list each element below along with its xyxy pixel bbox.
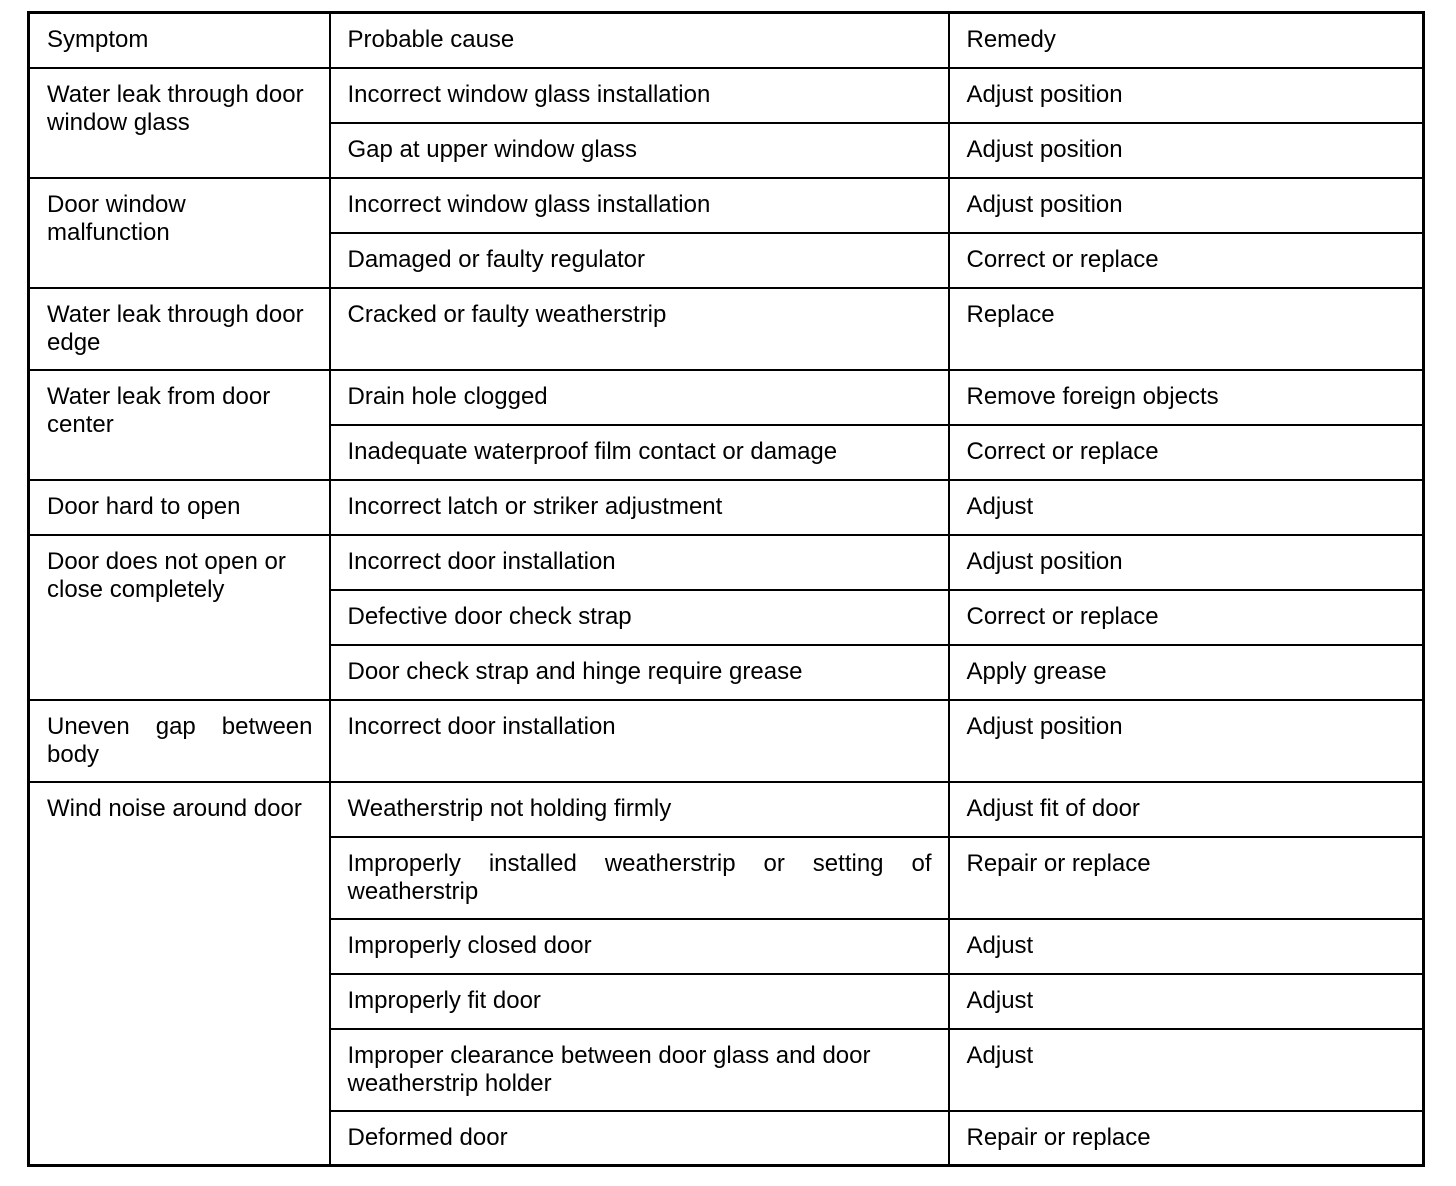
cause-cell: Improperly installed weatherstrip or setting of weatherstrip xyxy=(330,837,949,919)
table-row xyxy=(29,370,1424,425)
remedy-cell: Adjust xyxy=(949,480,1424,535)
remedy-cell: Apply grease xyxy=(949,645,1424,700)
cause-cell: Inadequate waterproof film contact or damage xyxy=(330,425,949,480)
remedy-cell: Remove foreign objects xyxy=(949,370,1424,425)
table-row xyxy=(29,68,1424,123)
remedy-cell: Replace xyxy=(949,288,1424,370)
cause-cell: Incorrect window glass installation xyxy=(330,178,949,233)
symptom-cell: Uneven gap between body xyxy=(29,700,330,782)
remedy-cell: Adjust position xyxy=(949,178,1424,233)
remedy-cell: Repair or replace xyxy=(949,1111,1424,1166)
cause-cell: Gap at upper window glass xyxy=(330,123,949,178)
cause-cell: Incorrect door installation xyxy=(330,700,949,782)
symptom-cell: Water leak through door window glass xyxy=(29,68,330,178)
cause-cell: Improper clearance between door glass and door weatherstrip holder xyxy=(330,1029,949,1111)
cause-cell: Improperly fit door xyxy=(330,974,949,1029)
symptom-cell: Door window malfunction xyxy=(29,178,330,288)
table-row xyxy=(29,288,1424,370)
remedy-cell: Adjust xyxy=(949,919,1424,974)
table-row xyxy=(29,178,1424,233)
cause-cell: Door check strap and hinge require grease xyxy=(330,645,949,700)
table-row xyxy=(29,782,1424,837)
table-row xyxy=(29,535,1424,590)
remedy-cell: Correct or replace xyxy=(949,233,1424,288)
remedy-cell: Adjust xyxy=(949,1029,1424,1111)
cause-cell: Weatherstrip not holding firmly xyxy=(330,782,949,837)
remedy-cell: Adjust position xyxy=(949,123,1424,178)
cause-cell: Cracked or faulty weatherstrip xyxy=(330,288,949,370)
table-row xyxy=(29,480,1424,535)
cause-cell: Incorrect door installation xyxy=(330,535,949,590)
remedy-cell: Repair or replace xyxy=(949,837,1424,919)
remedy-cell: Adjust fit of door xyxy=(949,782,1424,837)
symptom-cell: Door hard to open xyxy=(29,480,330,535)
header-symptom: Symptom xyxy=(29,13,330,68)
cause-cell: Incorrect latch or striker adjustment xyxy=(330,480,949,535)
table-row xyxy=(29,700,1424,782)
cause-cell: Damaged or faulty regulator xyxy=(330,233,949,288)
symptom-cell: Door does not open or close completely xyxy=(29,535,330,700)
remedy-cell: Adjust position xyxy=(949,68,1424,123)
remedy-cell: Correct or replace xyxy=(949,425,1424,480)
table-header-row xyxy=(29,13,1424,68)
header-probable-cause: Probable cause xyxy=(330,13,949,68)
remedy-cell: Adjust position xyxy=(949,535,1424,590)
cause-cell: Drain hole clogged xyxy=(330,370,949,425)
cause-cell: Defective door check strap xyxy=(330,590,949,645)
symptom-cell: Wind noise around door xyxy=(29,782,330,1166)
cause-cell: Incorrect window glass installation xyxy=(330,68,949,123)
cause-cell: Improperly closed door xyxy=(330,919,949,974)
remedy-cell: Correct or replace xyxy=(949,590,1424,645)
header-remedy: Remedy xyxy=(949,13,1424,68)
remedy-cell: Adjust xyxy=(949,974,1424,1029)
cause-cell: Deformed door xyxy=(330,1111,949,1166)
troubleshooting-table xyxy=(27,11,1425,1167)
symptom-cell: Water leak through door edge xyxy=(29,288,330,370)
symptom-cell: Water leak from door center xyxy=(29,370,330,480)
remedy-cell: Adjust position xyxy=(949,700,1424,782)
